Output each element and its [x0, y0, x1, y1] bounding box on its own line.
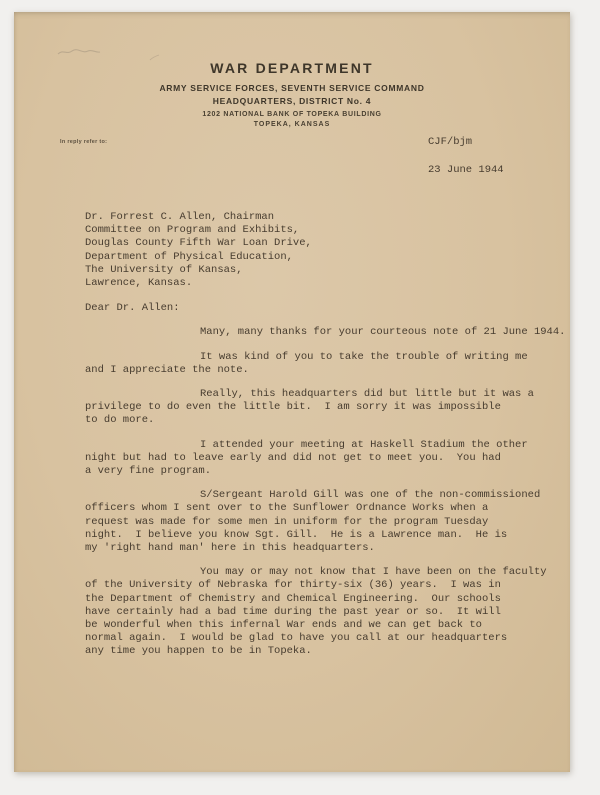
paragraph — [85, 326, 566, 339]
paragraph-line: Really, this headquarters did but little but it was a — [200, 388, 534, 401]
recipient-address-block — [85, 211, 525, 290]
paragraph-line: normal again. I would be glad to have you call at our headquarters — [85, 632, 508, 645]
letter-paper — [14, 12, 570, 772]
recipient-line: Douglas County Fifth War Loan Drive, — [85, 237, 312, 250]
paragraph-line: You may or may not know that I have been on the faculty — [200, 566, 547, 579]
paragraph-line: privilege to do even the little bit. I am sorry it was impossible — [85, 401, 501, 414]
letterhead-building-line: 1202 NATIONAL BANK OF TOPEKA BUILDING — [202, 111, 382, 118]
paragraph-line: night. I believe you know Sgt. Gill. He is a Lawrence man. He is — [85, 528, 508, 541]
recipient-line: The University of Kansas, — [85, 263, 243, 276]
paragraph-line: have certainly had a bad time during the past year or so. It will — [85, 605, 501, 618]
letter-date: 23 June 1944 — [428, 164, 504, 176]
paragraph-line: my 'right hand man' here in this headquarters. — [85, 542, 375, 555]
paragraph-line: of the University of Nebraska for thirty-six (36) years. I was in — [85, 579, 501, 592]
paragraph — [85, 489, 541, 555]
in-reply-refer-label: In reply refer to: — [60, 139, 108, 145]
paragraph-line: and I appreciate the note. — [85, 363, 249, 376]
paragraph — [85, 566, 547, 658]
recipient-line: Department of Physical Education, — [85, 250, 293, 263]
letter-body — [85, 211, 566, 659]
letterhead — [14, 60, 570, 128]
recipient-line: Lawrence, Kansas. — [85, 277, 193, 290]
paragraph — [85, 388, 534, 428]
paragraph-line: a very fine program. — [85, 465, 212, 478]
paragraph-line: It was kind of you to take the trouble of writing me — [200, 350, 528, 363]
letterhead-city-line: TOPEKA, KANSAS — [253, 121, 331, 128]
recipient-line: Dr. Forrest C. Allen, Chairman — [85, 211, 275, 223]
paragraph-line: request was made for some men in uniform for the program Tuesday — [85, 515, 489, 528]
paragraph-line: I attended your meeting at Haskell Stadium the other — [200, 438, 528, 451]
paragraph-line: officers whom I sent over to the Sunflower Ordnance Works when a — [85, 502, 489, 515]
letterhead-headquarters-line: HEADQUARTERS, DISTRICT No. 4 — [212, 96, 372, 106]
paragraph-line: S/Sergeant Harold Gill was one of the non-commissioned — [200, 489, 541, 502]
letterhead-department-title: WAR DEPARTMENT — [210, 60, 374, 76]
paragraph — [85, 438, 528, 479]
reference-initials: CJF/bjm — [428, 136, 473, 148]
paragraph-line: Many, many thanks for your courteous note of 21 June 1944. — [200, 326, 566, 339]
paragraph-line: to do more. — [85, 414, 155, 427]
paragraph-line: the Department of Chemistry and Chemical Engineering. Our schools — [85, 592, 501, 605]
letterhead-command-line: ARMY SERVICE FORCES, SEVENTH SERVICE COMMAND — [159, 83, 425, 93]
paragraph-line: night but had to leave early and did not get to meet you. You had — [85, 451, 501, 464]
salutation: Dear Dr. Allen: — [85, 302, 180, 315]
paragraph-line: any time you happen to be in Topeka. — [85, 645, 312, 658]
recipient-line: Committee on Program and Exhibits, — [85, 224, 300, 237]
paragraph — [85, 350, 528, 377]
paragraph-line: be wonderful when this infernal War ends and we can get back to — [85, 619, 482, 632]
